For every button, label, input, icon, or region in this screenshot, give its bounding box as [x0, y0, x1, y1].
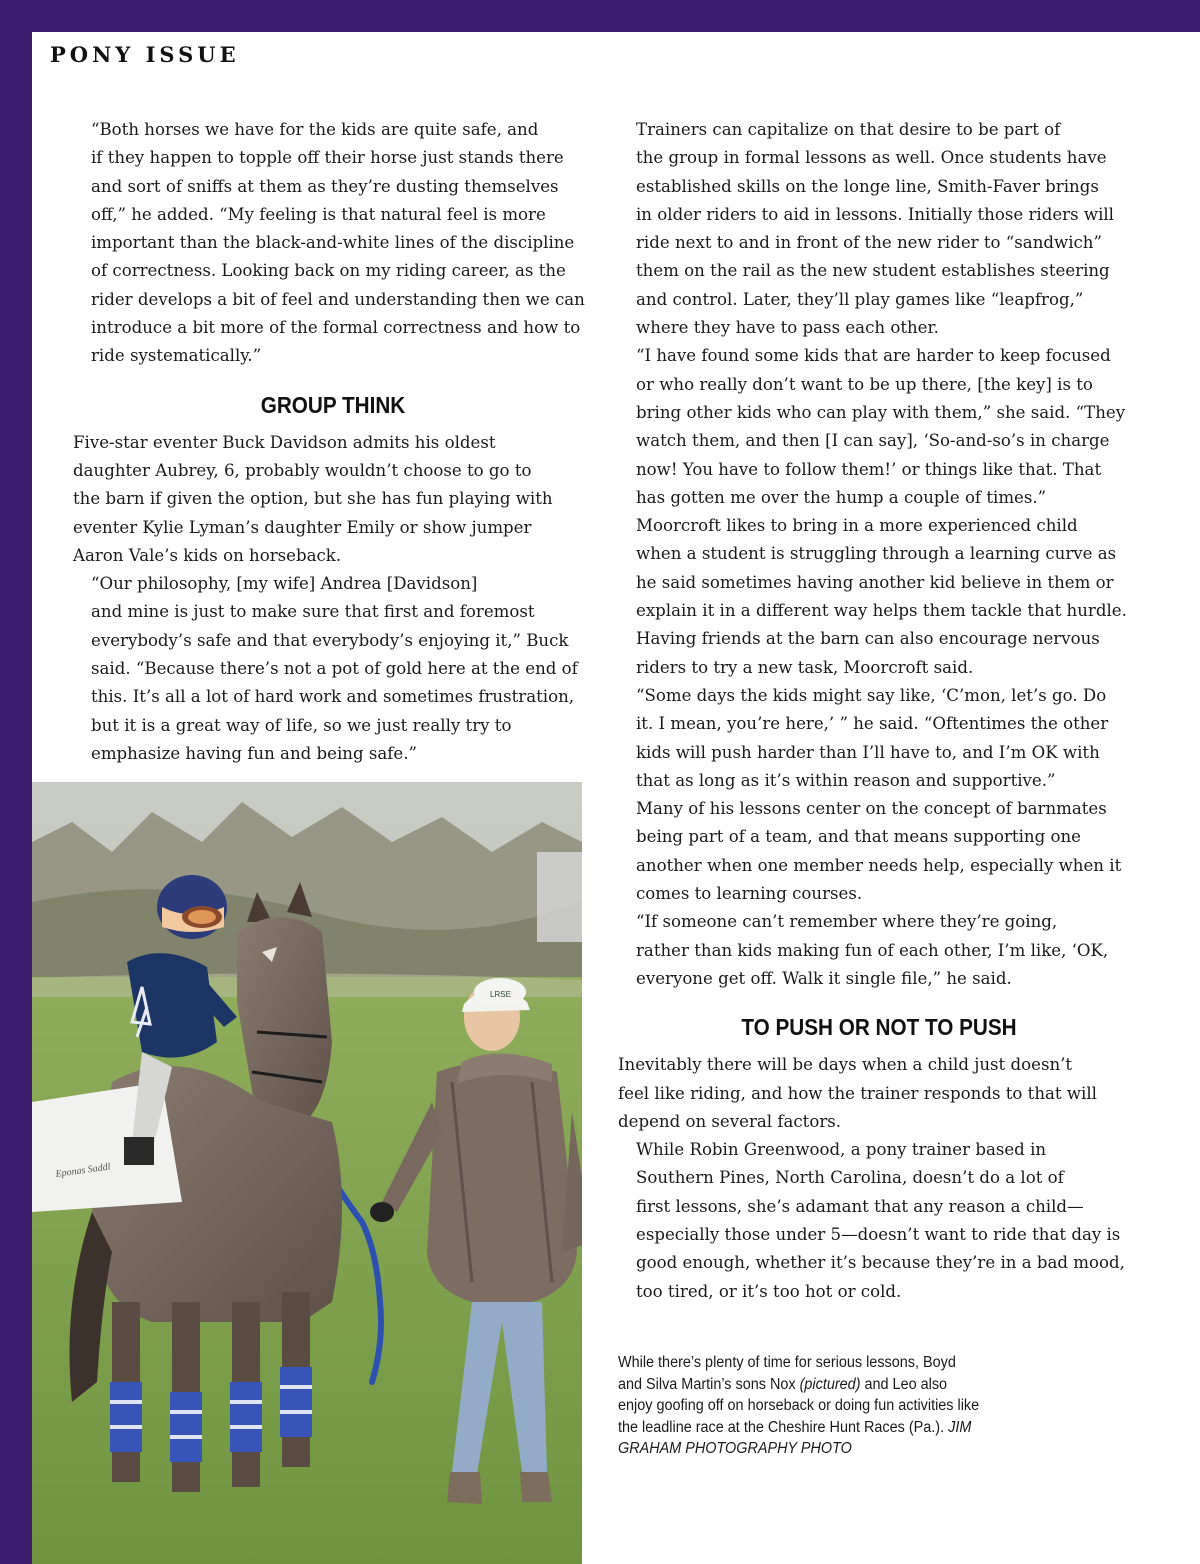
text-line: feel like riding, and how the trainer responds to that will	[618, 1083, 1097, 1103]
text-line: rather than kids making fun of each other, I’m like, ‘OK,	[636, 940, 1109, 960]
section-label: PONY ISSUE	[50, 42, 240, 67]
text-line: important than the black-and-white lines of the discipline	[91, 233, 575, 253]
text-line: rider develops a bit of feel and understanding then we can	[91, 289, 585, 309]
magazine-page	[32, 32, 1200, 1564]
paragraph	[73, 116, 593, 371]
text-line: the barn if given the option, but she has fun playing with	[73, 489, 553, 509]
text-line: said. “Because there’s not a pot of gold here at the end of	[91, 659, 578, 679]
text-line: especially those under 5—doesn’t want to ride that day is	[636, 1224, 1121, 1244]
text-line: this. It’s all a lot of hard work and sometimes frustration,	[91, 687, 575, 707]
caption-line: enjoy goofing off on horseback or doing fun activities like	[618, 1397, 980, 1414]
text-line: he said sometimes having another kid believe in them or	[636, 572, 1114, 592]
text-line: “Our philosophy, [my wife] Andrea [Davidson]	[91, 574, 478, 594]
subheading-group-think: GROUP THINK	[260, 391, 406, 418]
text-line: explain it in a different way helps them tackle that hurdle.	[636, 601, 1127, 621]
text-line: Five-star eventer Buck Davidson admits his oldest	[73, 432, 496, 452]
text-line: Moorcroft likes to bring in a more experienced child	[636, 516, 1078, 536]
paragraph	[618, 1051, 1140, 1136]
caption-line	[618, 1438, 1009, 1460]
text-line: ride next to and in front of the new rider to “sandwich”	[636, 233, 1102, 253]
text-line: another when one member needs help, especially when it	[636, 855, 1122, 875]
text-line: bring other kids who can play with them,” she said. “They	[636, 402, 1126, 422]
caption-credit: JIM	[948, 1418, 972, 1436]
text-line: if they happen to topple off their horse just stands there	[91, 148, 564, 168]
text-line: and sort of sniffs at them as they’re dusting themselves	[91, 176, 559, 196]
text-line: everyone get off. Walk it single file,” he said.	[636, 968, 1012, 988]
caption-line: While there’s plenty of time for serious lessons, Boyd	[618, 1354, 956, 1371]
text-line: them on the rail as the new student establishes steering	[636, 261, 1110, 281]
text-line: and control. Later, they’ll play games like “leapfrog,”	[636, 289, 1084, 309]
caption-text: and Silva Martin’s sons Nox	[618, 1375, 800, 1393]
text-line: introduce a bit more of the formal correctness and how to	[91, 318, 581, 338]
text-line: everybody’s safe and that everybody’s enjoying it,” Buck	[91, 630, 569, 650]
text-line: when a student is struggling through a learning curve as	[636, 544, 1117, 564]
caption-line	[618, 1374, 1009, 1396]
text-line: watch them, and then [I can say], ‘So-and-so’s in charge	[636, 431, 1110, 451]
text-line: Having friends at the barn can also encourage nervous	[636, 629, 1100, 649]
paragraph	[618, 116, 1140, 342]
saddle-pad-text: Eponas Saddl	[54, 1161, 112, 1180]
text-line: ride systematically.”	[91, 346, 262, 366]
text-line: depend on several factors.	[618, 1111, 842, 1131]
left-column	[73, 116, 593, 768]
paragraph	[73, 429, 593, 570]
text-line: eventer Kylie Lyman’s daughter Emily or show jumper	[73, 517, 532, 537]
photo-caption	[618, 1352, 1009, 1460]
text-line: in older riders to aid in lessons. Initially those riders will	[636, 204, 1114, 224]
text-line: or who really don’t want to be up there, [the key] is to	[636, 374, 1093, 394]
text-line: comes to learning courses.	[636, 884, 863, 904]
text-line: Many of his lessons center on the concept of barnmates	[636, 799, 1107, 819]
text-line: established skills on the longe line, Smith-Faver brings	[636, 176, 1099, 196]
text-line: kids will push harder than I’ll have to, and I’m OK with	[636, 742, 1100, 762]
text-line: “I have found some kids that are harder to keep focused	[636, 346, 1111, 366]
text-line: Aaron Vale’s kids on horseback.	[73, 545, 342, 565]
text-line: that as long as it’s within reason and supportive.”	[636, 770, 1056, 790]
right-column	[618, 116, 1140, 1306]
horse-photo	[32, 782, 582, 1564]
text-line: being part of a team, and that means supporting one	[636, 827, 1081, 847]
subheading-to-push: TO PUSH OR NOT TO PUSH	[741, 1014, 1017, 1041]
text-line: has gotten me over the hump a couple of times.”	[636, 487, 1047, 507]
text-line: good enough, whether it’s because they’re in a bad mood,	[636, 1253, 1125, 1273]
text-line: “Both horses we have for the kids are quite safe, and	[91, 120, 539, 139]
paragraph	[618, 795, 1140, 908]
text-line: While Robin Greenwood, a pony trainer based in	[636, 1140, 1047, 1160]
caption-text: and Leo also	[860, 1375, 948, 1393]
text-line: and mine is just to make sure that first and foremost	[91, 602, 535, 622]
paragraph	[618, 1136, 1140, 1306]
caption-italic: (pictured)	[799, 1375, 861, 1393]
paragraph	[618, 342, 1140, 512]
text-line: but it is a great way of life, so we just really try to	[91, 715, 512, 735]
text-line: “If someone can’t remember where they’re going,	[636, 912, 1058, 932]
text-line: riders to try a new task, Moorcroft said.	[636, 657, 974, 677]
paragraph	[618, 908, 1140, 993]
text-line: the group in formal lessons as well. Once students have	[636, 148, 1107, 168]
paragraph	[618, 512, 1140, 682]
paragraph	[73, 570, 593, 768]
caption-line	[618, 1417, 1009, 1439]
text-line: daughter Aubrey, 6, probably wouldn’t choose to go to	[73, 460, 532, 480]
text-line: “Some days the kids might say like, ‘C’mon, let’s go. Do	[636, 685, 1107, 705]
cap-logo-text: LRSE	[490, 990, 511, 999]
text-line: emphasize having fun and being safe.”	[91, 743, 417, 763]
text-line: of correctness. Looking back on my riding career, as the	[91, 261, 566, 281]
text-line: Inevitably there will be days when a child just doesn’t	[618, 1055, 1073, 1075]
text-line: Southern Pines, North Carolina, doesn’t do a lot of	[636, 1168, 1064, 1188]
text-line: it. I mean, you’re here,’ ” he said. “Oftentimes the other	[636, 714, 1109, 734]
caption-credit: GRAHAM PHOTOGRAPHY PHOTO	[618, 1440, 852, 1457]
paragraph	[618, 682, 1140, 795]
text-line: where they have to pass each other.	[636, 318, 939, 338]
caption-text: the leadline race at the Cheshire Hunt Races (Pa.).	[618, 1418, 949, 1436]
text-line: too tired, or it’s too hot or cold.	[636, 1281, 902, 1301]
text-line: Trainers can capitalize on that desire to be part of	[636, 120, 1061, 139]
text-line: off,” he added. “My feeling is that natural feel is more	[91, 204, 546, 224]
text-line: now! You have to follow them!’ or things like that. That	[636, 459, 1102, 479]
text-line: first lessons, she’s adamant that any reason a child—	[636, 1196, 1084, 1216]
